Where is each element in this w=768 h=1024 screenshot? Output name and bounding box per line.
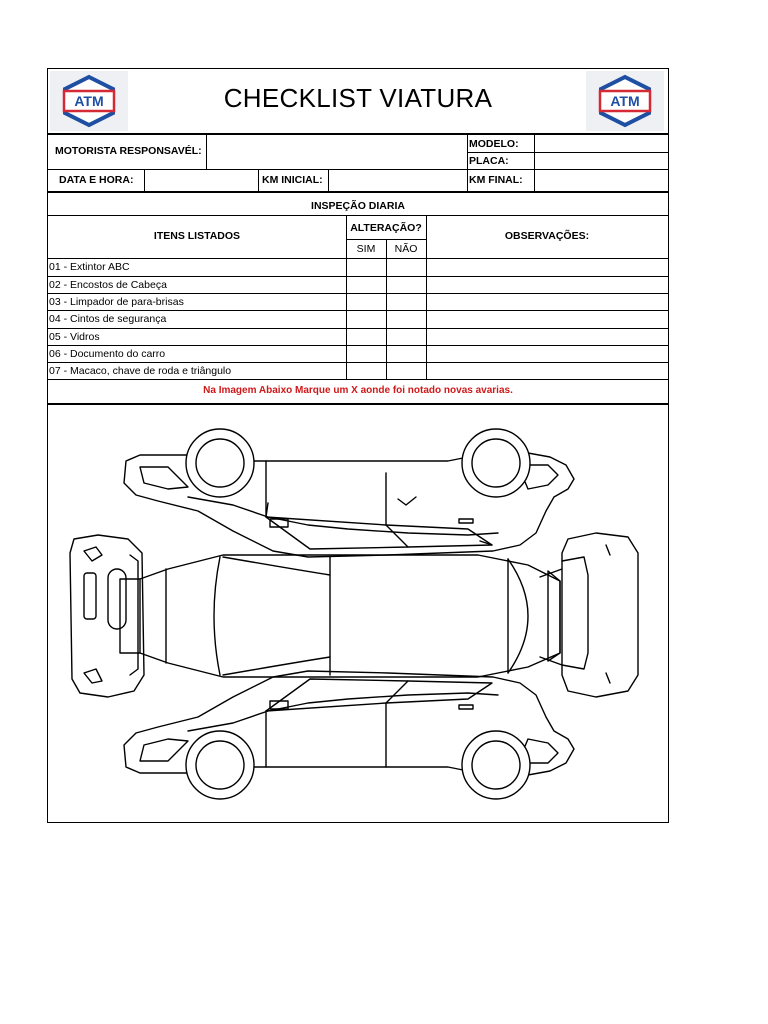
item-07-sim-cell[interactable]	[347, 363, 385, 378]
col-items-header: ITENS LISTADOS	[153, 230, 241, 242]
car-top-view	[120, 555, 560, 677]
item-03-nao-cell[interactable]	[387, 294, 425, 309]
placa-label: PLACA:	[469, 155, 509, 167]
item-01-nao-cell[interactable]	[387, 259, 425, 275]
item-04-nao-cell[interactable]	[387, 311, 425, 327]
item-04-sim-cell[interactable]	[347, 311, 385, 327]
car-damage-diagram[interactable]	[48, 405, 668, 821]
item-06-sim-cell[interactable]	[347, 346, 385, 361]
col-sim-header: SIM	[356, 243, 376, 255]
item-02-nao-cell[interactable]	[387, 277, 425, 292]
km-final-field[interactable]	[536, 171, 666, 190]
col-alteracao-header: ALTERAÇÃO?	[350, 222, 422, 234]
damage-instruction: Na Imagem Abaixo Marque um X aonde foi notado novas avarias.	[203, 385, 513, 396]
km-inicial-field[interactable]	[330, 171, 465, 190]
data-hora-label: DATA E HORA:	[59, 174, 134, 186]
svg-text:ATM: ATM	[610, 93, 640, 109]
placa-field[interactable]	[536, 154, 666, 168]
km-inicial-label: KM INICIAL:	[262, 174, 323, 186]
item-05-sim-cell[interactable]	[347, 329, 385, 344]
motorista-label: MOTORISTA RESPONSAVÉL:	[55, 145, 202, 157]
item-07-nao-cell[interactable]	[387, 363, 425, 378]
item-01-sim-cell[interactable]	[347, 259, 385, 275]
checklist-item: 03 - Limpador de para-brisas	[49, 296, 184, 308]
col-nao-header: NÃO	[394, 243, 418, 255]
checklist-item: 05 - Vidros	[49, 331, 100, 343]
item-06-nao-cell[interactable]	[387, 346, 425, 361]
checklist-item: 07 - Macaco, chave de roda e triângulo	[49, 365, 232, 377]
car-rear-view	[540, 533, 638, 697]
car-side-view-top	[124, 429, 574, 557]
car-damage-diagram-icon	[48, 405, 668, 821]
modelo-field[interactable]	[536, 135, 666, 151]
item-03-sim-cell[interactable]	[347, 294, 385, 309]
modelo-label: MODELO:	[469, 138, 519, 150]
motorista-field[interactable]	[208, 135, 465, 167]
car-side-view-bottom	[124, 671, 574, 799]
page-title: CHECKLIST VIATURA	[223, 83, 493, 113]
checklist-item: 02 - Encostos de Cabeça	[49, 279, 167, 291]
data-hora-field[interactable]	[146, 171, 256, 190]
inspection-heading: INSPEÇÃO DIARIA	[311, 200, 405, 212]
km-final-label: KM FINAL:	[469, 174, 523, 186]
col-obs-header: OBSERVAÇÕES:	[504, 230, 590, 242]
checklist-item: 06 - Documento do carro	[49, 348, 166, 360]
car-front-view	[70, 535, 144, 697]
checklist-sheet	[47, 68, 669, 823]
item-05-nao-cell[interactable]	[387, 329, 425, 344]
item-02-sim-cell[interactable]	[347, 277, 385, 292]
checklist-item: 01 - Extintor ABC	[49, 261, 130, 273]
svg-text:ATM: ATM	[74, 93, 104, 109]
checklist-item: 04 - Cintos de segurança	[49, 313, 167, 325]
